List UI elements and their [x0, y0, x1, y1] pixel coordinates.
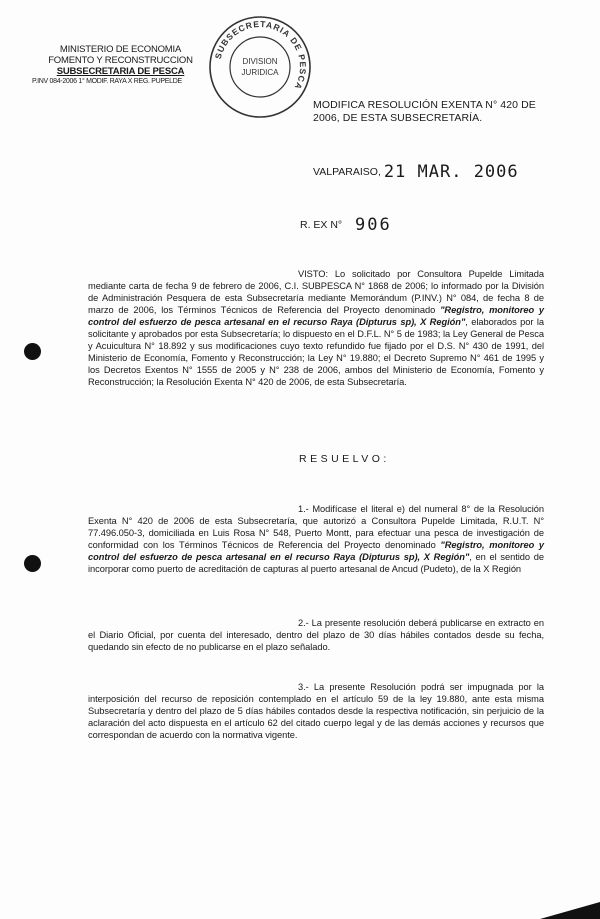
item-2-paragraph: [88, 617, 544, 653]
ministry-line-2: FOMENTO Y RECONSTRUCCION: [48, 55, 193, 66]
resolution-number: [300, 215, 392, 235]
item-3-paragraph: [88, 681, 544, 741]
division-juridica-stamp: [205, 12, 315, 122]
item-1-project-name: "Registro, monitoreo y control del esfuerzo de pesca artesanal en el recurso Raya (Dipturus sp), X Región": [88, 540, 545, 562]
item-1-text-b: , en el sentido de incorporar como puerto de acreditación de capturas al puerto artesanal de Ancud (Pudeto), de la X Región: [88, 552, 544, 574]
visto-text-2: , elaborados por la solicitante y aprobados por esta Subsecretaría; lo dispuesto en el D.F.L. N° 5 de 1983; la Ley General de Pesca y Acuicultura N° 18.892 y sus modificaciones cuyo texto refundido fue fijado por el D.S. N° 430 de 1991, del Ministerio de Economía, Fomento y Reconstrucción; la Ley N° 19.880; el Decreto Supremo N° 461 de 1995 y los Decretos Exentos N° 1555 de 2005 y N° 238 de 2006, ambos del Ministerio de Economía, Fomento y Reconstrucción; la Resolución Exenta N° 420 de 2006, de esta Subsecretaría.: [88, 317, 544, 387]
visto-project-name: "Registro, monitoreo y control del esfuerzo de pesca artesanal en el recurso Raya (Dipturus sp), X Región": [88, 305, 544, 327]
ministry-header: [28, 44, 213, 86]
visto-paragraph: [88, 268, 544, 388]
ministry-line-1: MINISTERIO DE ECONOMIA: [59, 44, 182, 55]
resolution-number-label: R. EX N°: [300, 219, 343, 231]
punch-hole-top: [24, 343, 41, 360]
reference-line: P.INV 084-2006 1° MODIF. RAYA X REG. PUPELDE: [32, 78, 182, 85]
stamp-ring-text: SUBSECRETARIA DE PESCA: [212, 18, 309, 92]
resolution-number-value: 906: [355, 215, 392, 235]
stamp-center-line-1: DIVISION: [242, 57, 278, 66]
dateline-date: 21 MAR. 2006: [383, 162, 519, 182]
item-1-paragraph: [88, 503, 544, 575]
item-1-text-a: 1.- Modifícase el literal e) del numeral 8° de la Resolución Exenta N° 420 de 2006 de esta Subsecretaría, que autorizó a Consultora Pupelde Limitada, R.U.T. N° 77.496.050-3, domiciliada en Luis Rosa N° 548, Puerto Montt, para efectuar una pesca de investigación de conformidad con los Términos Técnicos de Referencia del Proyecto denominado: [88, 504, 544, 550]
resuelvo-heading: RESUELVO:: [299, 453, 390, 465]
dateline: [313, 162, 519, 182]
punch-hole-bottom: [24, 555, 41, 572]
item-3-text: 3.- La presente Resolución podrá ser impugnada por la interposición del recurso de reposición contemplado en el artículo 59 de la ley 19.880, ante esta misma Subsecretaría y dentro del plazo de 5 días hábiles contados desde la respectiva notificación, sin perjuicio de la aclaración del acto dispuesta en el artículo 62 del citado cuerpo legal y de las demás acciones y recursos que correspondan de acuerdo con la normativa vigente.: [88, 682, 544, 740]
subsecretaria-line: SUBSECRETARIA DE PESCA: [56, 66, 185, 77]
stamp-center-line-2: JURIDICA: [241, 68, 279, 77]
resolution-subject: MODIFICA RESOLUCIÓN EXENTA N° 420 DE 2006, DE ESTA SUBSECRETARÍA.: [313, 99, 536, 124]
visto-text-1: VISTO: Lo solicitado por Consultora Pupelde Limitada mediante carta de fecha 9 de febrero de 2006, C.I. SUBPESCA N° 1868 de 2006; lo informado por la División de Administración Pesquera de esta Subsecretaría mediante Memorándum (P.INV.) N° 084, de fecha 8 de marzo de 2006, los Términos Técnicos de Referencia del Proyecto denominado: [88, 269, 544, 315]
item-2-text: 2.- La presente resolución deberá publicarse en extracto en el Diario Oficial, por cuenta del interesado, dentro del plazo de 30 días hábiles contados desde su fecha, quedando sin efecto de no publicarse en el plazo señalado.: [88, 618, 544, 652]
scan-edge-artifact: [0, 898, 600, 919]
dateline-city: VALPARAISO,: [313, 166, 381, 178]
